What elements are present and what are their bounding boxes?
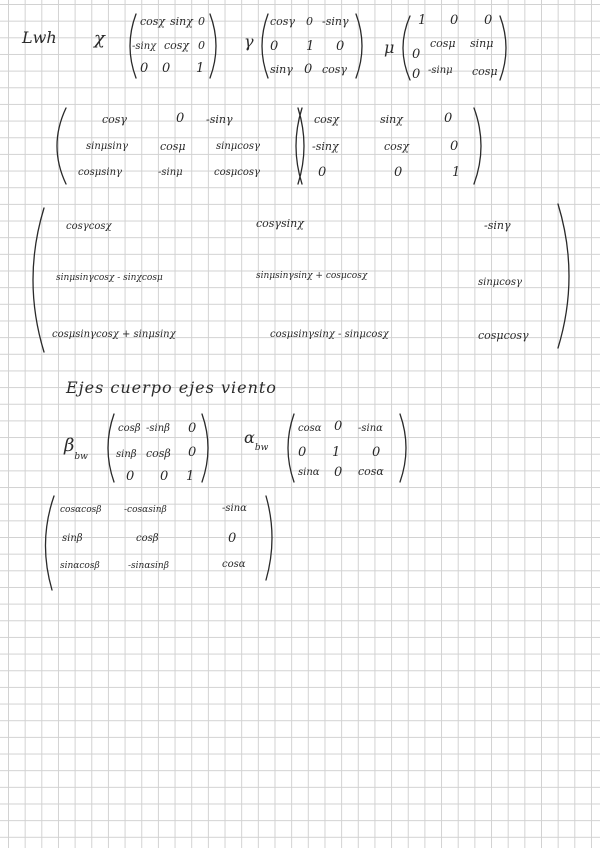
gamma-matrix-cell: 0 [270, 39, 279, 54]
chi-matrix-cell: cosχ [164, 39, 190, 52]
result-cell: sinμcosγ [478, 277, 522, 288]
gamma-matrix-cell: cosγ [322, 63, 348, 76]
chi-matrix-cell: 0 [162, 61, 171, 76]
result-cell: cosμcosγ [478, 329, 529, 342]
beta-matrix-cell: 0 [188, 421, 197, 436]
result-cell: sinμsinγcosχ - sinχcosμ [56, 273, 163, 283]
product-right-cell: 1 [452, 165, 461, 180]
mu-matrix-cell: 0 [450, 13, 459, 28]
wind-result-cell: -cosαsinβ [124, 505, 167, 515]
product-right-cell: 0 [394, 165, 403, 180]
wind-result-cell: -sinα [222, 503, 247, 514]
chi-matrix-cell: sinχ [170, 15, 193, 28]
alpha-matrix-cell: 0 [298, 445, 307, 460]
beta-matrix-cell: sinβ [116, 449, 137, 460]
gamma-matrix-cell: 1 [306, 39, 315, 54]
product-left-cell: -sinμ [158, 167, 183, 178]
gamma-matrix-cell: 0 [306, 15, 313, 28]
product-right-cell: sinχ [380, 113, 403, 126]
product-left-cell: cosμ [160, 140, 186, 153]
mu-matrix-cell: 0 [484, 13, 493, 28]
gamma-matrix-cell: 0 [336, 39, 345, 54]
chi-matrix-cell: 0 [198, 15, 205, 28]
result-cell: cosγsinχ [256, 217, 304, 230]
product-left-cell: -sinγ [206, 113, 233, 126]
alpha-matrix-cell: 0 [334, 465, 343, 480]
alpha-matrix-cell: cosα [298, 423, 322, 434]
wind-result-cell: sinβ [62, 533, 83, 544]
gamma-matrix-cell: cosγ [270, 15, 296, 28]
product-right-cell: cosχ [314, 113, 340, 126]
wind-result-cell: cosα [222, 559, 246, 570]
alpha-matrix-cell: 0 [372, 445, 381, 460]
section-title: Ejes cuerpo ejes viento [66, 378, 277, 397]
result-cell: sinμsinγsinχ + cosμcosχ [256, 271, 368, 281]
chi-symbol: χ [94, 28, 105, 49]
mu-matrix-cell: cosμ [472, 65, 498, 78]
result-cell: cosμsinγsinχ - sinμcosχ [270, 329, 389, 340]
beta-subscript: bw [74, 452, 88, 462]
product-left-cell: sinμcosγ [216, 141, 260, 152]
gamma-symbol: γ [244, 32, 254, 51]
mu-symbol: μ [384, 38, 395, 57]
wind-result-cell: 0 [228, 531, 237, 546]
mu-matrix-cell: 0 [412, 47, 421, 62]
mu-matrix-cell: cosμ [430, 37, 456, 50]
beta-matrix-cell: cosβ [146, 447, 171, 460]
wind-result-cell: cosαcosβ [60, 505, 102, 515]
chi-matrix-cell: 0 [140, 61, 149, 76]
gamma-matrix-cell: sinγ [270, 63, 293, 76]
alpha-letter: α [244, 428, 255, 447]
beta-bw-symbol [64, 435, 88, 462]
gamma-matrix-cell: -sinγ [322, 15, 349, 28]
alpha-matrix-cell: cosα [358, 465, 384, 478]
wind-result-cell: sinαcosβ [60, 561, 100, 571]
heading-label: Lwh [22, 28, 57, 47]
product-right-cell: cosχ [384, 140, 410, 153]
chi-matrix-cell: cosχ [140, 15, 166, 28]
product-right-cell: -sinχ [312, 140, 339, 153]
chi-matrix-cell: 0 [198, 39, 205, 52]
mu-matrix-cell: sinμ [470, 37, 494, 50]
gamma-matrix-cell: 0 [304, 62, 313, 77]
mu-matrix-cell: 0 [412, 67, 421, 82]
product-left-cell: cosμsinγ [78, 167, 122, 178]
alpha-matrix-cell: 0 [334, 419, 343, 434]
product-right-cell: 0 [450, 139, 459, 154]
result-cell: cosμsinγcosχ + sinμsinχ [52, 329, 176, 340]
wind-result-cell: cosβ [136, 533, 159, 544]
mu-matrix-cell: 1 [418, 13, 427, 28]
beta-matrix-cell: 0 [126, 469, 135, 484]
beta-matrix-cell: 0 [188, 445, 197, 460]
product-left-cell: sinμsinγ [86, 141, 129, 152]
product-left-cell: 0 [176, 111, 185, 126]
result-cell: cosγcosχ [66, 221, 112, 232]
product-left-cell: cosμcosγ [214, 167, 260, 178]
beta-matrix-cell: -sinβ [146, 423, 170, 434]
chi-matrix-cell: 1 [196, 61, 205, 76]
beta-matrix-cell: 0 [160, 469, 169, 484]
alpha-bw-symbol [244, 428, 269, 453]
alpha-matrix-cell: 1 [332, 445, 341, 460]
result-cell: -sinγ [484, 219, 511, 232]
beta-letter: β [64, 435, 75, 456]
wind-result-cell: -sinαsinβ [128, 561, 169, 571]
chi-matrix-cell: -sinχ [132, 41, 157, 52]
product-right-cell: 0 [444, 111, 453, 126]
alpha-subscript: bw [254, 443, 269, 453]
mu-matrix-cell: -sinμ [428, 65, 453, 76]
beta-matrix-cell: 1 [186, 469, 195, 484]
beta-matrix-cell: cosβ [118, 423, 141, 434]
product-right-cell: 0 [318, 165, 327, 180]
alpha-matrix-cell: sinα [298, 467, 320, 478]
alpha-matrix-cell: -sinα [358, 423, 383, 434]
product-left-cell: cosγ [102, 113, 128, 126]
